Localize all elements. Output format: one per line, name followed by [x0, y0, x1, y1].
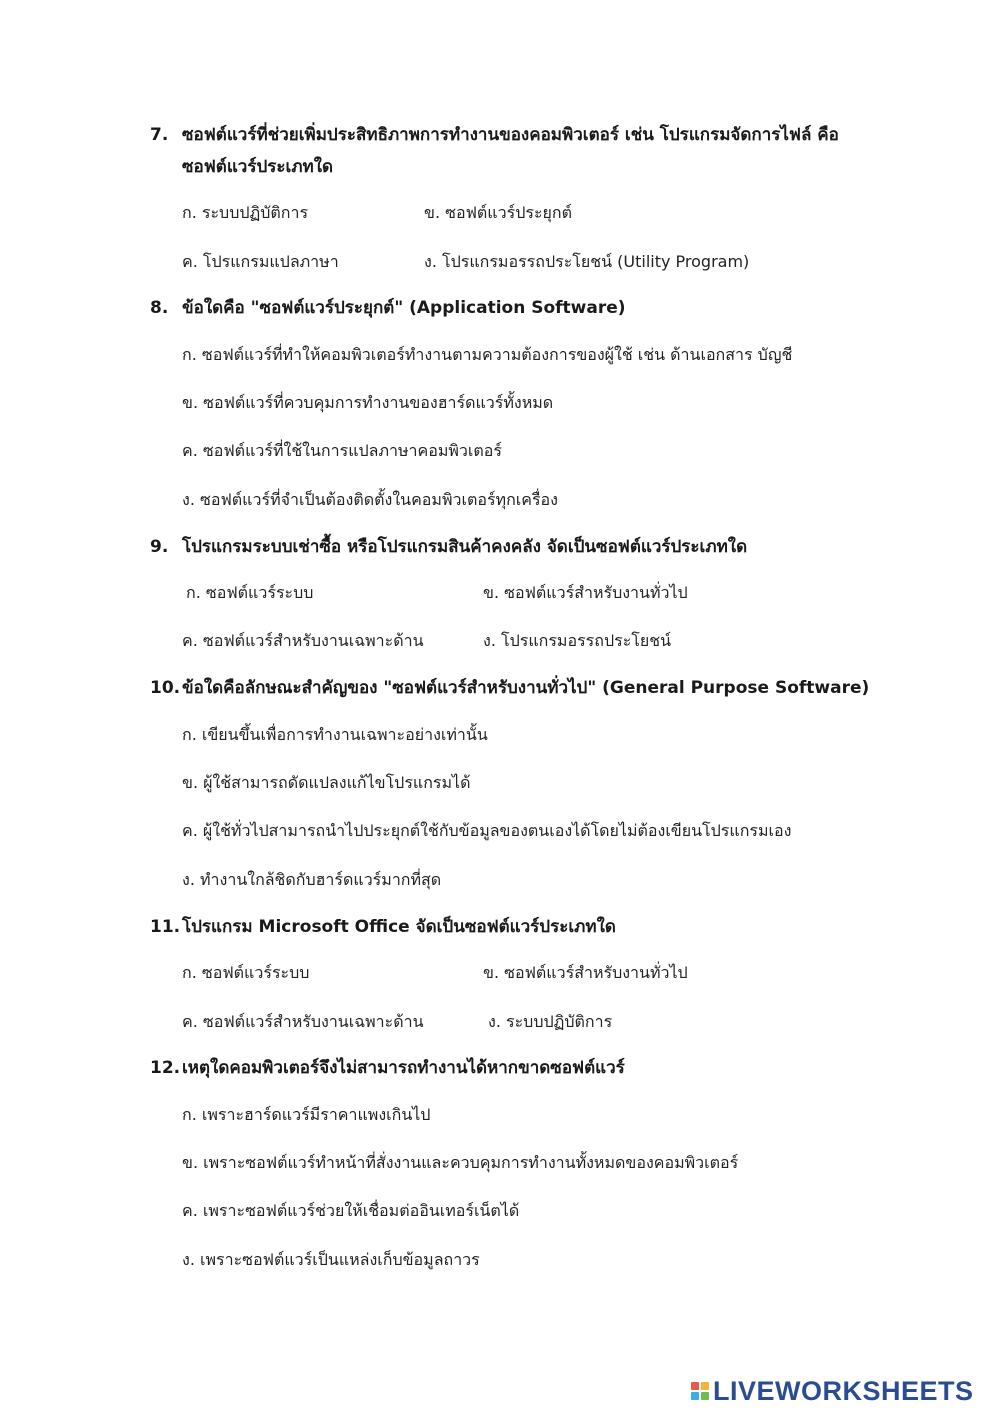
question-number: 11.	[150, 917, 181, 937]
question-12-title	[150, 1053, 625, 1083]
option-a[interactable]: ก. ซอฟต์แวร์ระบบ	[182, 963, 310, 982]
option-d[interactable]: ง. โปรแกรมอรรถประโยชน์ (Utility Program)	[424, 252, 750, 271]
question-9-title	[150, 532, 747, 562]
option-c[interactable]: ค. โปรแกรมแปลภาษา	[182, 252, 339, 271]
question-number: 7.	[150, 125, 169, 145]
mark-square-3	[691, 1392, 699, 1400]
option-c[interactable]: ค. ซอฟต์แวร์ที่ใช้ในการแปลภาษาคอมพิวเตอร์	[182, 441, 502, 460]
option-a[interactable]: ก. ซอฟต์แวร์ระบบ	[186, 583, 314, 602]
option-b[interactable]: ข. ซอฟต์แวร์สำหรับงานทั่วไป	[483, 963, 688, 982]
option-d[interactable]: ง. ทำงานใกล้ชิดกับฮาร์ดแวร์มากที่สุด	[182, 870, 442, 889]
question-text: ซอฟต์แวร์ที่ช่วยเพิ่มประสิทธิภาพการทำงานของคอมพิวเตอร์ เช่น โปรแกรมจัดการไฟล์ คือ	[182, 125, 839, 145]
question-text-continued: ซอฟต์แวร์ประเภทใด	[182, 157, 334, 177]
option-d[interactable]: ง. ซอฟต์แวร์ที่จำเป็นต้องติดตั้งในคอมพิวเตอร์ทุกเครื่อง	[182, 490, 558, 509]
question-number: 9.	[150, 537, 169, 557]
question-number: 8.	[150, 298, 169, 318]
question-text: เหตุใดคอมพิวเตอร์จึงไม่สามารถทำงานได้หากขาดซอฟต์แวร์	[182, 1058, 625, 1078]
liveworksheets-mark-icon	[691, 1382, 709, 1400]
option-b[interactable]: ข. ซอฟต์แวร์ประยุกต์	[424, 203, 572, 222]
option-c[interactable]: ค. ผู้ใช้ทั่วไปสามารถนำไปประยุกต์ใช้กับข้อมูลของตนเองได้โดยไม่ต้องเขียนโปรแกรมเอง	[182, 821, 792, 840]
mark-square-2	[701, 1382, 709, 1390]
option-b[interactable]: ข. ซอฟต์แวร์ที่ควบคุมการทำงานของฮาร์ดแวร์ทั้งหมด	[182, 393, 554, 412]
question-text: ข้อใดคือลักษณะสำคัญของ "ซอฟต์แวร์สำหรับงานทั่วไป" (General Purpose Software)	[182, 678, 870, 698]
question-number: 12.	[150, 1058, 181, 1078]
option-c[interactable]: ค. ซอฟต์แวร์สำหรับงานเฉพาะด้าน	[182, 1012, 424, 1031]
question-text: ข้อใดคือ "ซอฟต์แวร์ประยุกต์" (Application Software)	[182, 298, 626, 318]
question-text: โปรแกรมระบบเช่าซื้อ หรือโปรแกรมสินค้าคงคลัง จัดเป็นซอฟต์แวร์ประเภทใด	[182, 537, 748, 557]
logo-text: LIVEWORKSHEETS	[713, 1375, 974, 1406]
option-a[interactable]: ก. เพราะฮาร์ดแวร์มีราคาแพงเกินไป	[182, 1105, 431, 1124]
option-d[interactable]: ง. ระบบปฏิบัติการ	[488, 1012, 613, 1031]
question-8-title	[150, 293, 626, 323]
mark-square-4	[701, 1392, 709, 1400]
option-a[interactable]: ก. ซอฟต์แวร์ที่ทำให้คอมพิวเตอร์ทำงานตามความต้องการของผู้ใช้ เช่น ด้านเอกสาร บัญชี	[182, 345, 793, 364]
question-10-title	[150, 673, 869, 703]
option-d[interactable]: ง. เพราะซอฟต์แวร์เป็นแหล่งเก็บข้อมูลถาวร	[182, 1250, 480, 1269]
option-a[interactable]: ก. เขียนขึ้นเพื่อการทำงานเฉพาะอย่างเท่านั้น	[182, 725, 488, 744]
option-b[interactable]: ข. เพราะซอฟต์แวร์ทำหน้าที่สั่งงานและควบคุมการทำงานทั้งหมดของคอมพิวเตอร์	[182, 1153, 739, 1172]
option-b[interactable]: ข. ซอฟต์แวร์สำหรับงานทั่วไป	[483, 583, 688, 602]
question-text: โปรแกรม Microsoft Office จัดเป็นซอฟต์แวร์ประเภทใด	[182, 917, 616, 937]
option-c[interactable]: ค. ซอฟต์แวร์สำหรับงานเฉพาะด้าน	[182, 631, 424, 650]
option-c[interactable]: ค. เพราะซอฟต์แวร์ช่วยให้เชื่อมต่ออินเทอร์เน็ตได้	[182, 1201, 520, 1220]
question-7-title	[150, 120, 839, 150]
mark-square-1	[691, 1382, 699, 1390]
liveworksheets-logo[interactable]	[691, 1376, 974, 1406]
question-11-title	[150, 912, 616, 942]
question-number: 10.	[150, 678, 181, 698]
option-a[interactable]: ก. ระบบปฏิบัติการ	[182, 203, 309, 222]
option-b[interactable]: ข. ผู้ใช้สามารถดัดแปลงแก้ไขโปรแกรมได้	[182, 773, 471, 792]
option-d[interactable]: ง. โปรแกรมอรรถประโยชน์	[483, 631, 672, 650]
